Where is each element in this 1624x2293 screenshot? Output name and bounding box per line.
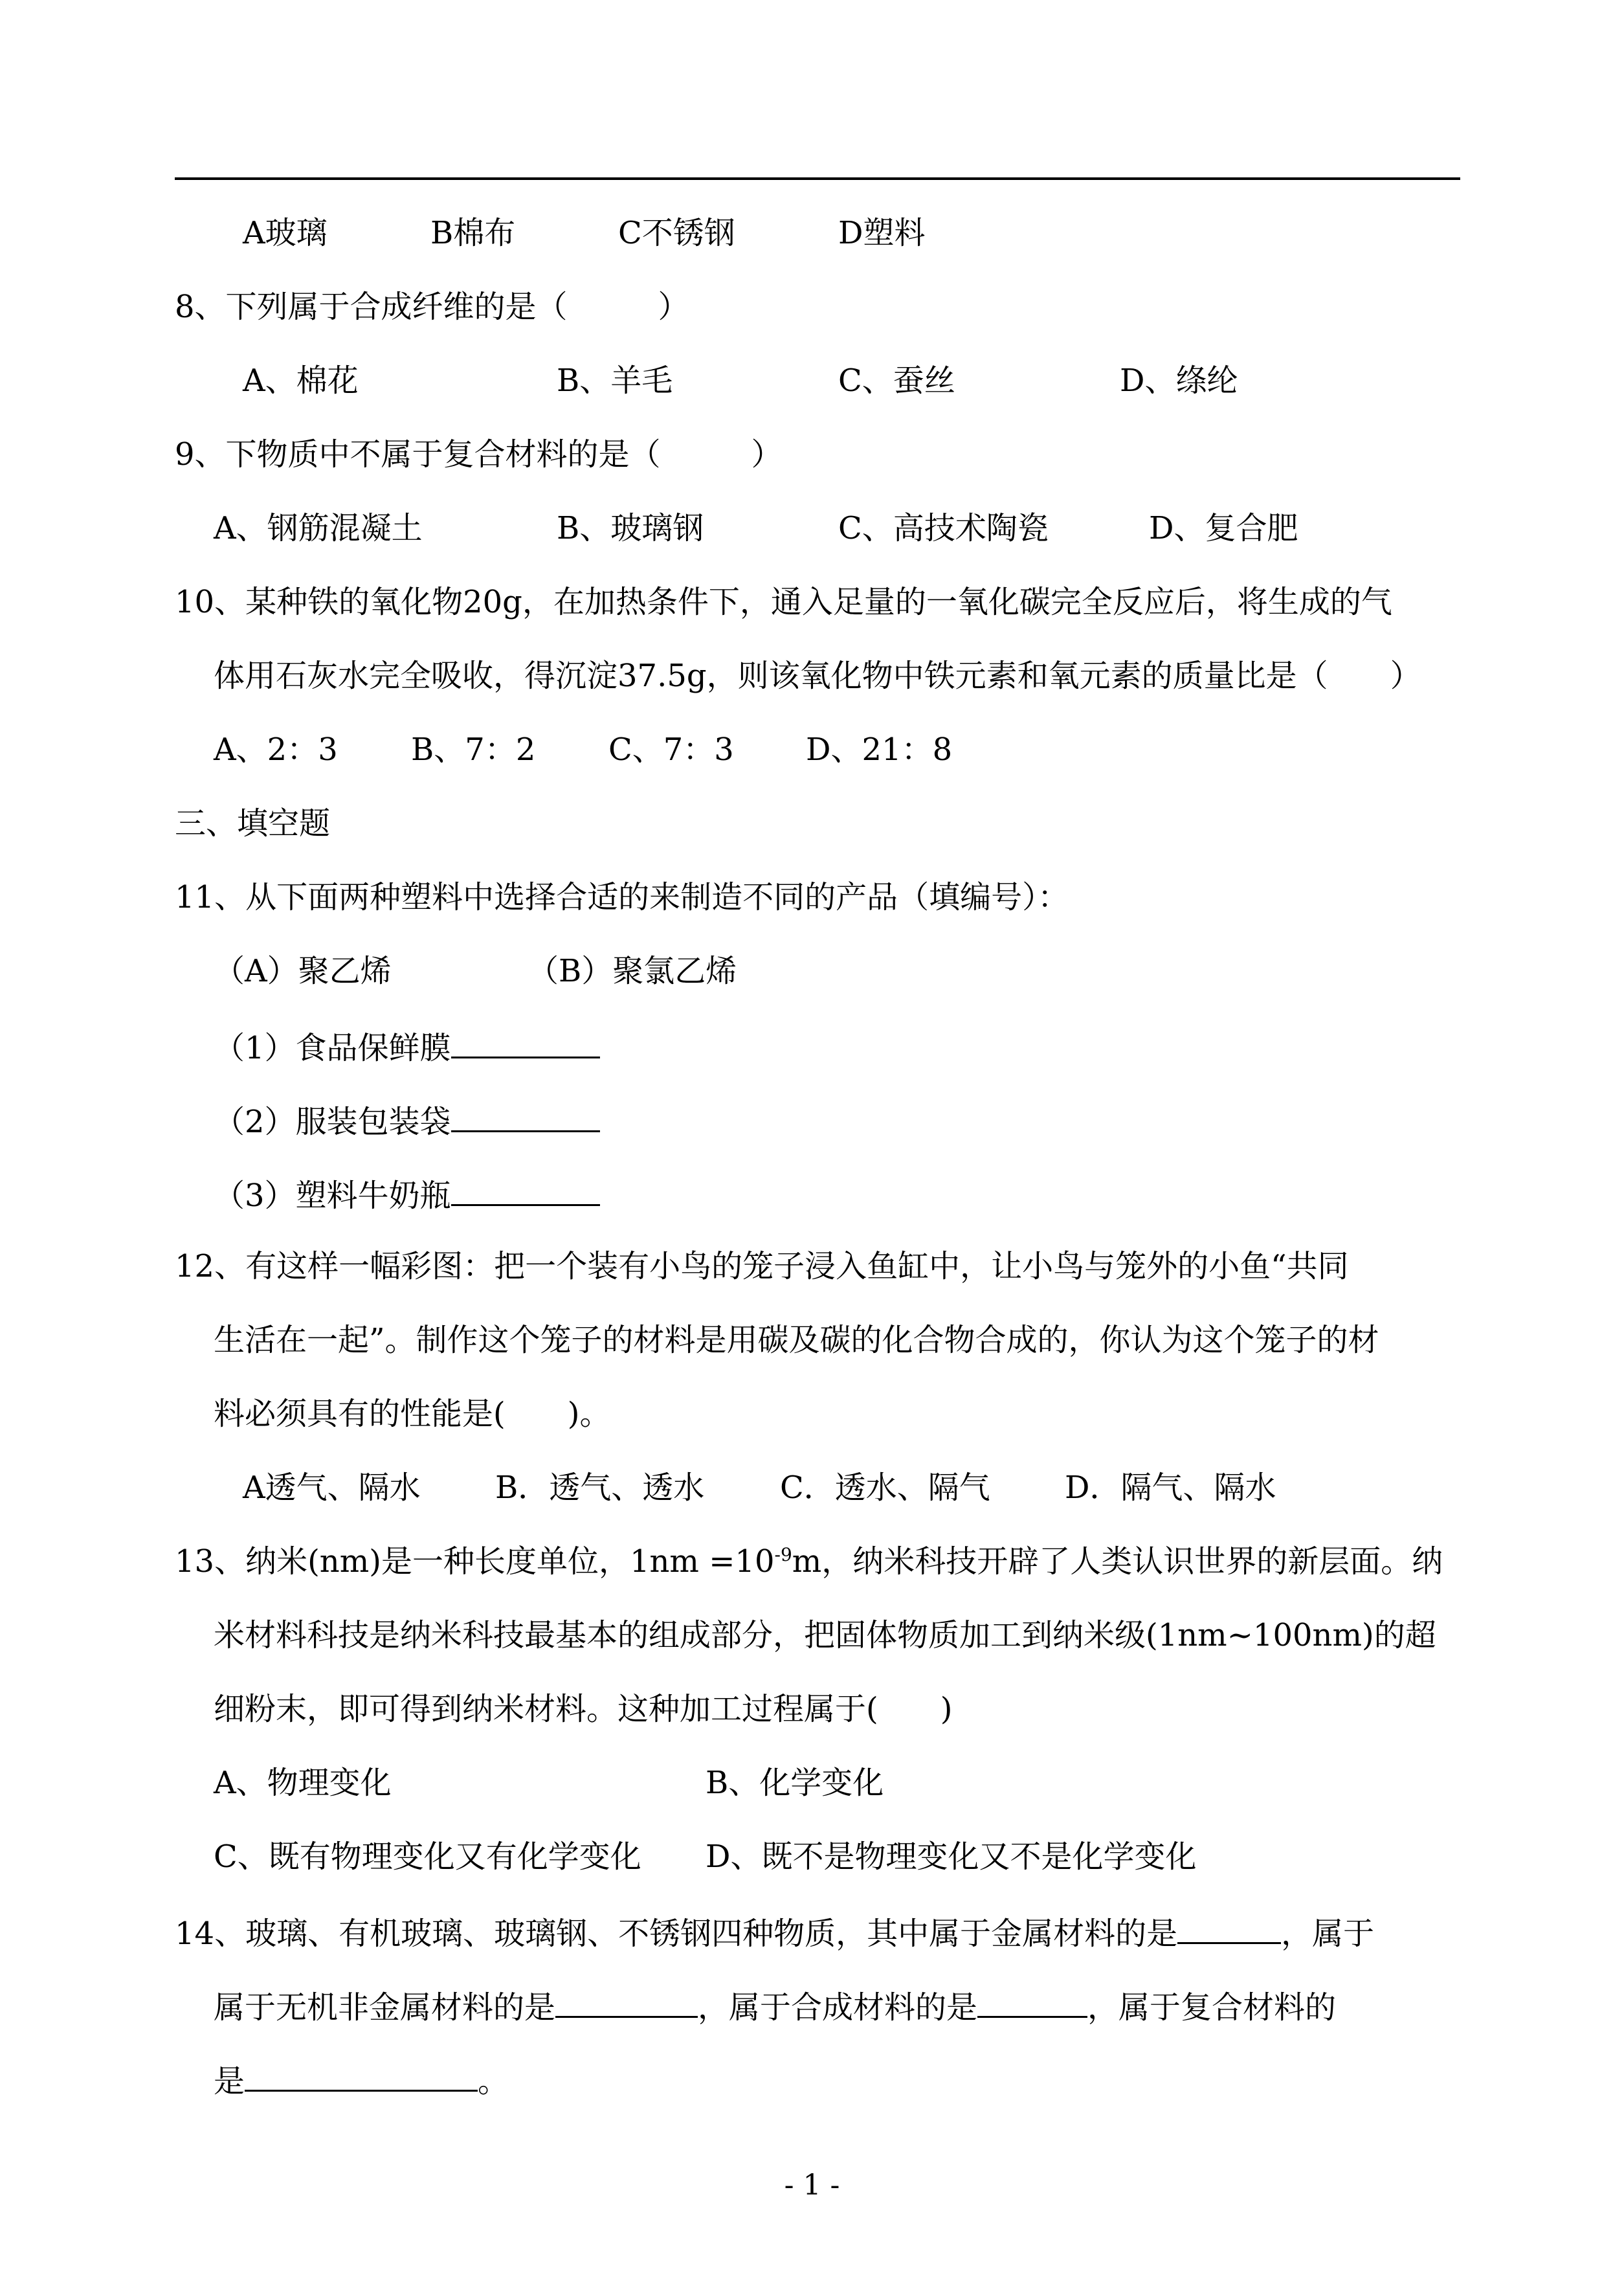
page-number: - 1 - (784, 2169, 840, 2202)
q13-line2: 米材料科技是纳米科技最基本的组成部分，把固体物质加工到纳米级(1nm~100nm)的超 (214, 1617, 1436, 1653)
q11-options (214, 952, 737, 990)
q11-item-2: （2）服装包装袋 (214, 1099, 600, 1141)
answer-blank[interactable] (977, 1985, 1087, 2018)
q12-line2: 生活在一起”。制作这个笼子的材料是用碳及碳的化合物合成的，你认为这个笼子的材 (214, 1322, 1379, 1358)
q11-stem: 11、从下面两种塑料中选择合适的来制造不同的产品（填编号）： (175, 879, 1069, 915)
q11-option-a: （A）聚乙烯 (214, 953, 392, 989)
answer-blank[interactable] (1177, 1911, 1281, 1944)
q12-line3: 料必须具有的性能是( )。 (214, 1396, 611, 1432)
q8-option-c: C、蚕丝 (838, 363, 955, 399)
q14-line1: 14、玻璃、有机玻璃、玻璃钢、不锈钢四种物质，其中属于金属材料的是 ，属于 (175, 1911, 1374, 1953)
q10-option-d: D、21：8 (806, 732, 953, 768)
q8-option-d: D、绦纶 (1120, 363, 1238, 399)
q9-option-d: D、复合肥 (1149, 510, 1298, 546)
q11-option-b: （B）聚氯乙烯 (528, 953, 737, 989)
q12-options (243, 1468, 1276, 1507)
answer-blank[interactable] (555, 1985, 698, 2018)
q10-line2: 体用石灰水完全吸收，得沉淀37.5g，则该氧化物中铁元素和氧元素的质量比是（ ） (214, 658, 1421, 694)
q7-option-b: B棉布 (430, 215, 516, 251)
q9-option-b: B、玻璃钢 (557, 510, 704, 546)
q9-option-a: A、钢筋混凝土 (214, 510, 423, 546)
q13-option-b: B、化学变化 (706, 1765, 884, 1801)
q9-options (214, 509, 1298, 548)
q13-line1: 13、纳米(nm)是一种长度单位，$1nm =10^{-9}m$，纳米科技开辟了人类认识世界的新层面。纳 (175, 1543, 1443, 1580)
q12-line1: 12、有这样一幅彩图：把一个装有小鸟的笼子浸入鱼缸中，让小鸟与笼外的小鱼“共同 (175, 1248, 1349, 1284)
q12-option-d: D．隔气、隔水 (1065, 1470, 1276, 1506)
answer-blank[interactable] (451, 1025, 600, 1058)
q7-option-a: A玻璃 (243, 215, 328, 251)
q13-options-row1 (214, 1763, 884, 1802)
q12-option-a: A透气、隔水 (243, 1470, 421, 1506)
answer-blank[interactable] (451, 1099, 600, 1132)
answer-blank[interactable] (245, 2059, 478, 2092)
q14-line2: 属于无机非金属材料的是 ，属于合成材料的是 ，属于复合材料的 (214, 1985, 1336, 2027)
q13-option-a: A、物理变化 (214, 1765, 392, 1801)
q12-option-b: B．透气、透水 (495, 1470, 705, 1506)
q8-option-b: B、羊毛 (557, 363, 673, 399)
q9-option-c: C、高技术陶瓷 (838, 510, 1049, 546)
q7-option-d: D塑料 (838, 215, 926, 251)
q13-line3: 细粉末，即可得到纳米材料。这种加工过程属于( ) (214, 1691, 953, 1727)
section-heading: 三、填空题 (175, 805, 331, 842)
answer-blank[interactable] (451, 1173, 600, 1206)
q13-option-c: C、既有物理变化又有化学变化 (214, 1839, 641, 1875)
q11-item-1: （1）食品保鲜膜 (214, 1025, 600, 1068)
q8-option-a: A、棉花 (243, 363, 359, 399)
q13-option-d: D、既不是物理变化又不是化学变化 (706, 1839, 1197, 1875)
q12-option-c: C．透水、隔气 (780, 1470, 990, 1506)
q10-option-a: A、2：3 (214, 732, 338, 768)
q10-option-c: C、7：3 (608, 732, 734, 768)
q13-options-row2 (214, 1837, 1197, 1876)
q10-option-b: B、7：2 (411, 732, 536, 768)
q10-options (214, 730, 952, 769)
q14-line3: 是 。 (214, 2059, 509, 2101)
q10-line1: 10、某种铁的氧化物20g，在加热条件下，通入足量的一氧化碳完全反应后，将生成的气 (175, 584, 1392, 620)
q7-option-c: C不锈钢 (618, 215, 735, 251)
q9-stem: 9、下物质中不属于复合材料的是（ ） (175, 436, 783, 473)
q7-options (243, 214, 926, 252)
q11-item-3: （3）塑料牛奶瓶 (214, 1173, 600, 1215)
q8-options (243, 361, 1238, 400)
header-rule (175, 177, 1460, 180)
q8-stem: 8、下列属于合成纤维的是（ ） (175, 289, 689, 325)
